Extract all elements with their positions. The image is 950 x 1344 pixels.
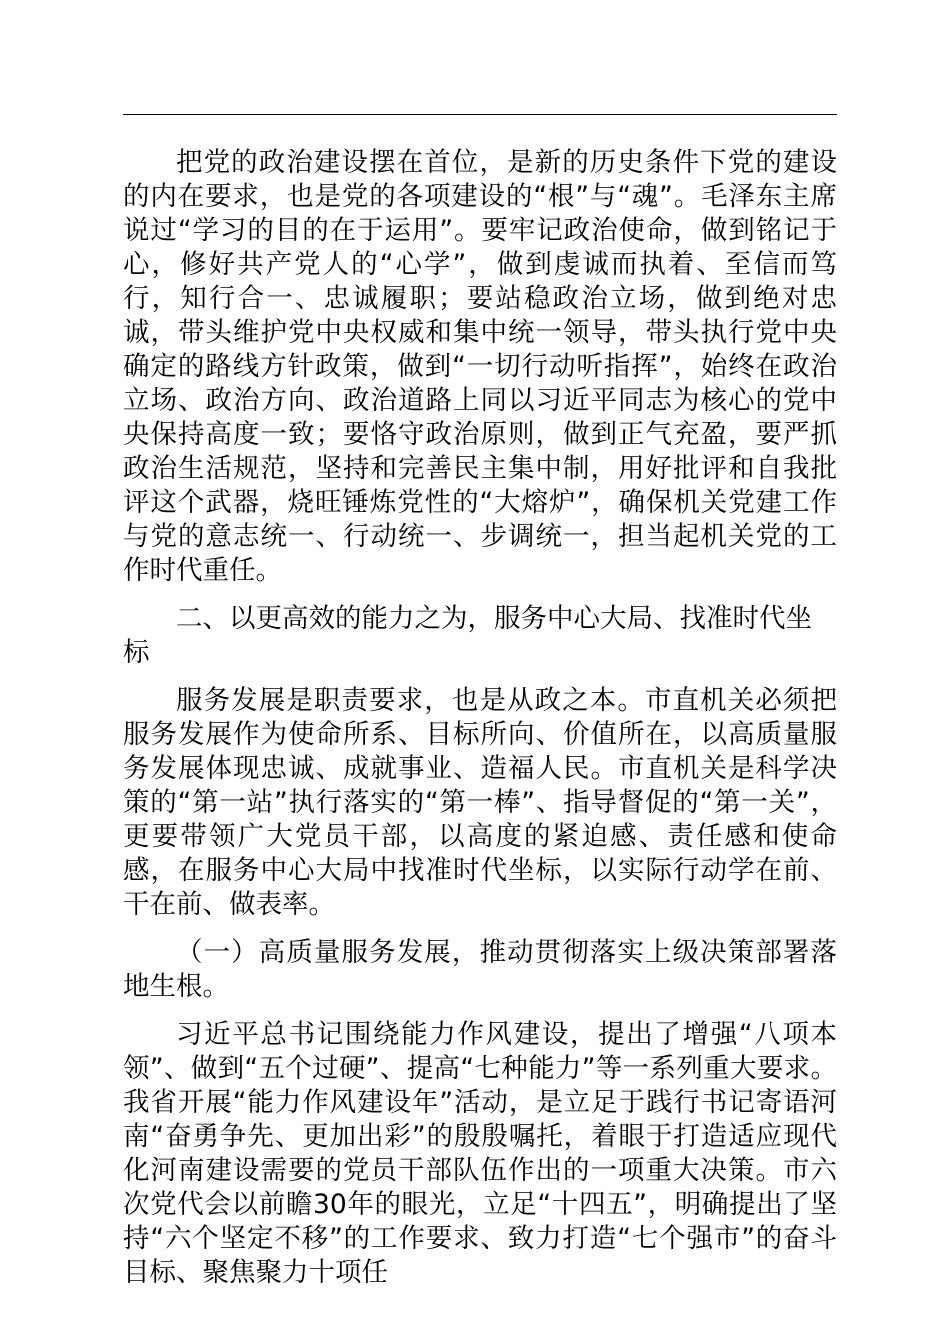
paragraph-ability-style: 习近平总书记围绕能力作风建设，提出了增强“八项本领”、做到“五个过硬”、提高“七种能力”等一系列重大要求。我省开展“能力作风建设年”活动，是立足于践行书记寄语河南“奋勇争先、更加出彩”的殷殷嘱托，着眼于打造适应现代化河南建设需要的党员干部队伍作出的一项重大决策。市六次党代会以前瞻30年的眼光，立足“十四五”，明确提出了坚持“六个坚定不移”的工作要求、致力打造“七个强市”的奋斗目标、聚焦聚力十项任 <box>123 1019 837 1288</box>
subsection-heading-1: （一）高质量服务发展，推动贯彻落实上级决策部署落地生根。 <box>123 937 837 1002</box>
section-heading-2: 二、以更高效的能力之为，服务中心大局、找准时代坐标 <box>123 603 812 668</box>
paragraph-service-development: 服务发展是职责要求，也是从政之本。市直机关必须把服务发展作为使命所系、目标所向、价值所在，以高质量服务发展体现忠诚、成就事业、造福人民。市直机关是科学决策的“第一站”执行落实的“第一棒”、指导督促的“第一关”，更要带领广大党员干部，以高度的紧迫感、责任感和使命感，在服务中心大局中找准时代坐标，以实际行动学在前、干在前、做表率。 <box>123 685 837 920</box>
document-body <box>123 146 837 1304</box>
header-divider <box>123 114 837 115</box>
paragraph-political-construction: 把党的政治建设摆在首位，是新的历史条件下党的建设的内在要求，也是党的各项建设的“根”与“魂”。毛泽东主席说过“学习的目的在于运用”。要牢记政治使命，做到铭记于心，修好共产党人的“心学”，做到虔诚而执着、至信而笃行，知行合一、忠诚履职；要站稳政治立场，做到绝对忠诚，带头维护党中央权威和集中统一领导，带头执行党中央确定的路线方针政策，做到“一切行动听指挥”，始终在政治立场、政治方向、政治道路上同以习近平同志为核心的党中央保持高度一致；要恪守政治原则，做到正气充盈，要严抓政治生活规范，坚持和完善民主集中制，用好批评和自我批评这个武器，烧旺锤炼党性的“大熔炉”，确保机关党建工作与党的意志统一、行动统一、步调统一，担当起机关党的工作时代重任。 <box>123 147 837 586</box>
